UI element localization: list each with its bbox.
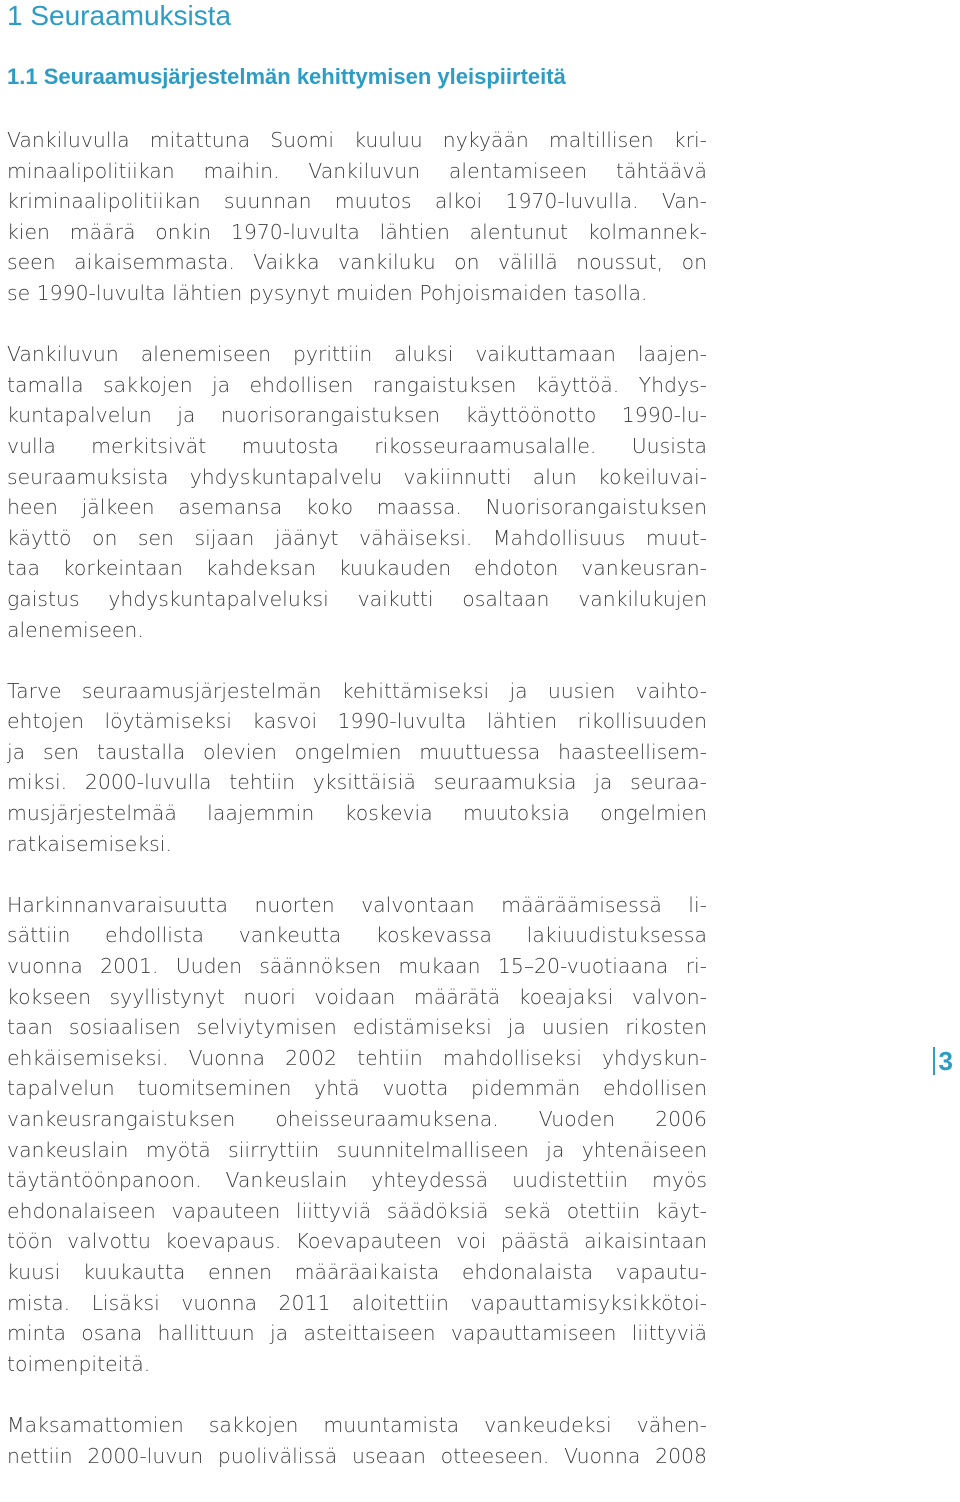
- text-line: ja sen taustalla olevien ongelmien muuttuessa haasteellisem-: [7, 739, 707, 764]
- text-line: kokseen syyllistynyt nuori voidaan määrätä koeajaksi valvon-: [7, 984, 707, 1009]
- paragraph: [7, 339, 707, 645]
- text-line: Vankiluvun alenemiseen pyrittiin aluksi vaikuttamaan laajen-: [7, 342, 707, 367]
- text-line: miksi. 2000-luvulla tehtiin yksittäisiä seuraamuksia ja seuraa-: [7, 770, 707, 795]
- text-line: taa korkeintaan kahdeksan kuukauden ehdoton vankeusran-: [7, 556, 707, 581]
- paragraph: [7, 676, 707, 860]
- text-line: minta osana hallittuun ja asteittaiseen vapauttamiseen liittyviä: [7, 1321, 707, 1346]
- text-line: kriminaalipolitiikan suunnan muutos alkoi 1970-luvulla. Van-: [7, 189, 707, 214]
- text-line: seen aikaisemmasta. Vaikka vankiluku on välillä noussut, on: [7, 250, 707, 275]
- text-line: kien määrä onkin 1970-luvulta lähtien alentunut kolmannek-: [7, 219, 707, 244]
- text-line: nettiin 2000-luvun puolivälissä useaan otteeseen. Vuonna 2008: [7, 1443, 707, 1468]
- text-line: seuraamuksista yhdyskuntapalvelu vakiinnutti alun kokeiluvai-: [7, 464, 707, 489]
- paragraph: [7, 890, 707, 1380]
- text-line: vankeuslain myötä siirryttiin suunnitelmalliseen ja yhtenäiseen: [7, 1137, 707, 1162]
- text-line: tapalvelun tuomitseminen yhtä vuotta pidemmän ehdollisen: [7, 1076, 707, 1101]
- text-line: musjärjestelmää laajemmin koskevia muutoksia ongelmien: [7, 801, 707, 826]
- text-line: Maksamattomien sakkojen muuntamista vankeudeksi vähen-: [7, 1412, 707, 1437]
- text-line: vankeusrangaistuksen oheisseuraamuksena. Vuoden 2006: [7, 1107, 707, 1131]
- text-line: Tarve seuraamusjärjestelmän kehittämiseksi ja uusien vaihto-: [7, 678, 707, 703]
- text-line: ehkäisemiseksi. Vuonna 2002 tehtiin mahdolliseksi yhdyskun-: [7, 1045, 707, 1070]
- text-line: vuonna 2001. Uuden säännöksen mukaan 15–20-vuotiaana ri-: [7, 954, 707, 979]
- text-line: vulla merkitsivät muutosta rikosseuraamusalalle. Uusista: [7, 433, 707, 458]
- text-line: heen jälkeen asemansa koko maassa. Nuorisorangaistuksen: [7, 495, 707, 520]
- text-line: Vankiluvulla mitattuna Suomi kuuluu nykyään maltillisen kri-: [7, 128, 707, 152]
- text-line: ratkaisemiseksi.: [7, 831, 172, 856]
- text-line: ehdonalaiseen vapauteen liittyviä säädöksiä sekä otettiin käyt-: [7, 1198, 707, 1223]
- paragraph: [7, 1410, 707, 1471]
- text-line: minaalipolitiikan maihin. Vankiluvun alentamiseen tähtäävä: [7, 158, 707, 183]
- text-line: kuntapalvelun ja nuorisorangaistuksen käyttöönotto 1990-lu-: [7, 403, 707, 428]
- text-line: sättiin ehdollista vankeutta koskevassa lakiuudistuksessa: [7, 923, 707, 948]
- text-line: täytäntöönpanoon. Vankeuslain yhteydessä uudistettiin myös: [7, 1168, 707, 1193]
- page-number-rule: [933, 1047, 935, 1075]
- text-line: gaistus yhdyskuntapalveluksi vaikutti osaltaan vankilukujen: [7, 586, 707, 611]
- text-line: taan sosiaalisen selviytymisen edistämiseksi ja uusien rikosten: [7, 1015, 707, 1040]
- section-heading: 1.1 Seuraamusjärjestelmän kehittymisen yleispiirteitä: [7, 64, 566, 89]
- text-line: se 1990-luvulta lähtien pysynyt muiden Pohjoismaiden tasolla.: [7, 280, 648, 305]
- text-line: toimenpiteitä.: [7, 1351, 151, 1376]
- paragraph: [7, 125, 707, 309]
- text-line: ehtojen löytämiseksi kasvoi 1990-luvulta lähtien rikollisuuden: [7, 709, 707, 734]
- text-line: käyttö on sen sijaan jäänyt vähäiseksi. Mahdollisuus muut-: [7, 525, 707, 550]
- text-line: töön valvottu koevapaus. Koevapauteen voi päästä aikaisintaan: [7, 1229, 707, 1254]
- chapter-heading: 1 Seuraamuksista: [7, 0, 232, 31]
- text-line: tamalla sakkojen ja ehdollisen rangaistuksen käyttöä. Yhdys-: [7, 372, 707, 397]
- text-line: mista. Lisäksi vuonna 2011 aloitettiin vapauttamisyksikkötoi-: [7, 1290, 707, 1315]
- text-line: alenemiseen.: [7, 617, 144, 642]
- page-number-marker: [933, 1046, 953, 1076]
- text-line: Harkinnanvaraisuutta nuorten valvontaan määräämisessä li-: [7, 892, 707, 917]
- page-number: 3: [938, 1046, 953, 1076]
- text-line: kuusi kuukautta ennen määräaikaista ehdonalaista vapautu-: [7, 1259, 707, 1284]
- body-text: [7, 125, 707, 1502]
